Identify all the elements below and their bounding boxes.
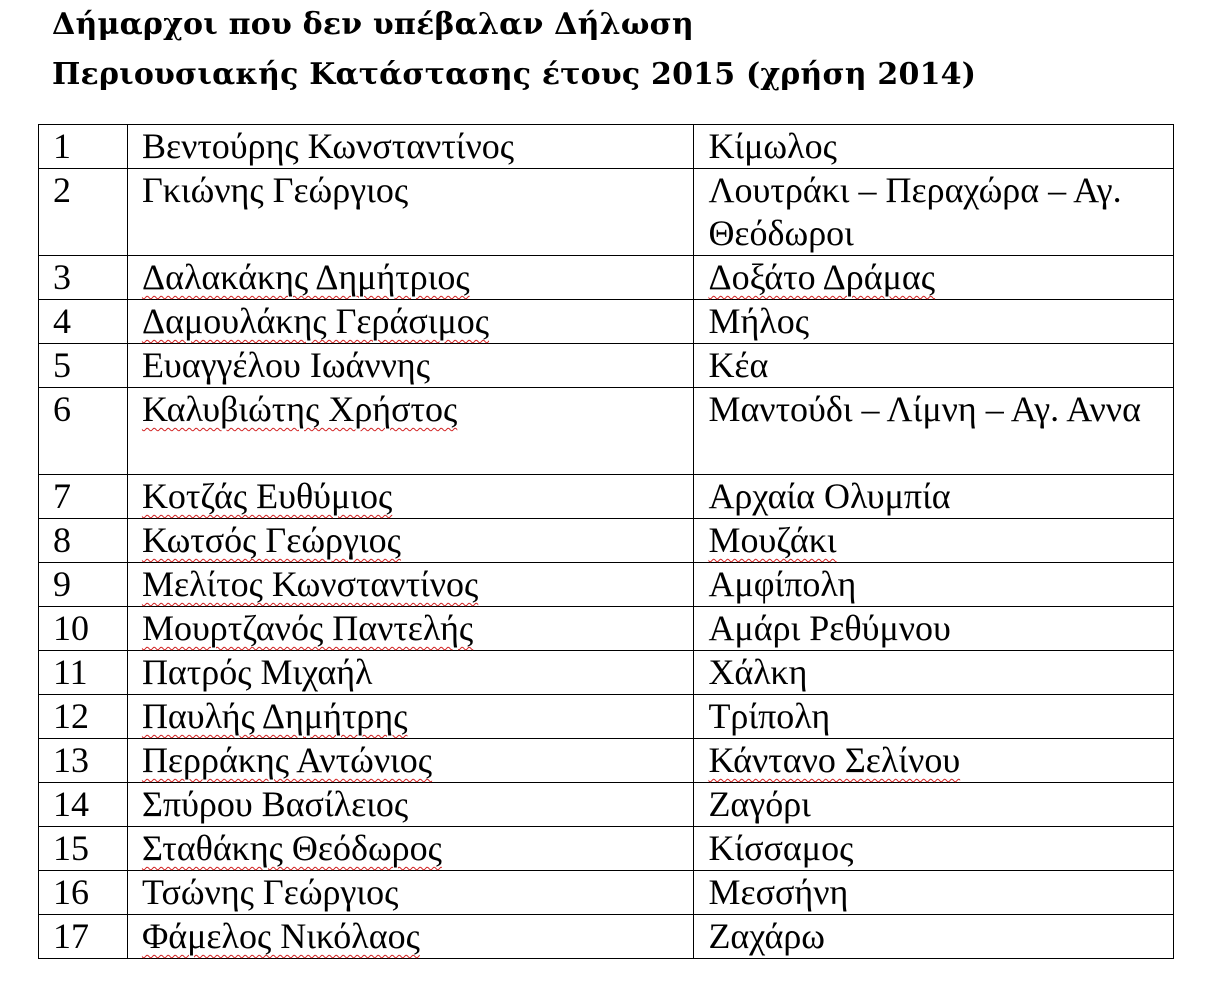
municipality: Χάλκη bbox=[694, 651, 1174, 695]
mayor-name: Φάμελος Νικόλαος bbox=[127, 915, 694, 959]
row-number: 11 bbox=[39, 651, 128, 695]
mayor-name: Δαλακάκης Δημήτριος bbox=[127, 256, 694, 300]
municipality: Μήλος bbox=[694, 300, 1174, 344]
title-line-1: Δήμαρχοι που δεν υπέβαλαν Δήλωση bbox=[52, 7, 694, 42]
table-row bbox=[39, 125, 1174, 169]
municipality: Ζαγόρι bbox=[694, 783, 1174, 827]
row-number: 12 bbox=[39, 695, 128, 739]
municipality: Μαντούδι – Λίμνη – Αγ. Αννα bbox=[694, 388, 1174, 475]
row-number: 8 bbox=[39, 519, 128, 563]
mayor-name: Μουρτζανός Παντελής bbox=[127, 607, 694, 651]
municipality: Δοξάτο Δράμας bbox=[694, 256, 1174, 300]
row-number: 7 bbox=[39, 475, 128, 519]
municipality: Κάντανο Σελίνου bbox=[694, 739, 1174, 783]
table-row bbox=[39, 344, 1174, 388]
municipality: Μουζάκι bbox=[694, 519, 1174, 563]
mayor-name: Τσώνης Γεώργιος bbox=[127, 871, 694, 915]
row-number: 14 bbox=[39, 783, 128, 827]
table-row bbox=[39, 783, 1174, 827]
row-number: 13 bbox=[39, 739, 128, 783]
mayor-name: Γκιώνης Γεώργιος bbox=[127, 169, 694, 256]
row-number: 5 bbox=[39, 344, 128, 388]
mayor-name: Δαμουλάκης Γεράσιμος bbox=[127, 300, 694, 344]
mayor-name: Περράκης Αντώνιος bbox=[127, 739, 694, 783]
title-line-2: Περιουσιακής Κατάστασης έτους 2015 (χρήση 2014) bbox=[52, 57, 977, 92]
table-row bbox=[39, 915, 1174, 959]
row-number: 15 bbox=[39, 827, 128, 871]
table-row bbox=[39, 256, 1174, 300]
row-number: 4 bbox=[39, 300, 128, 344]
document-title bbox=[52, 0, 976, 100]
table-row bbox=[39, 300, 1174, 344]
table-row bbox=[39, 169, 1174, 256]
table-row bbox=[39, 651, 1174, 695]
row-number: 6 bbox=[39, 388, 128, 475]
mayor-name: Σπύρου Βασίλειος bbox=[127, 783, 694, 827]
table-row bbox=[39, 519, 1174, 563]
municipality: Κίσσαμος bbox=[694, 827, 1174, 871]
municipality: Αρχαία Ολυμπία bbox=[694, 475, 1174, 519]
mayors-table-body bbox=[39, 125, 1174, 959]
mayor-name: Βεντούρης Κωνσταντίνος bbox=[127, 125, 694, 169]
mayor-name: Καλυβιώτης Χρήστος bbox=[127, 388, 694, 475]
mayor-name: Κωτσός Γεώργιος bbox=[127, 519, 694, 563]
municipality: Ζαχάρω bbox=[694, 915, 1174, 959]
mayor-name: Κοτζάς Ευθύμιος bbox=[127, 475, 694, 519]
table-row bbox=[39, 607, 1174, 651]
table-row bbox=[39, 827, 1174, 871]
table-row bbox=[39, 695, 1174, 739]
mayors-table bbox=[38, 124, 1174, 959]
mayor-name: Παυλής Δημήτρης bbox=[127, 695, 694, 739]
mayor-name: Ευαγγέλου Ιωάννης bbox=[127, 344, 694, 388]
row-number: 10 bbox=[39, 607, 128, 651]
row-number: 3 bbox=[39, 256, 128, 300]
municipality: Αμφίπολη bbox=[694, 563, 1174, 607]
table-row bbox=[39, 388, 1174, 475]
table-row bbox=[39, 739, 1174, 783]
mayor-name: Σταθάκης Θεόδωρος bbox=[127, 827, 694, 871]
row-number: 2 bbox=[39, 169, 128, 256]
municipality: Τρίπολη bbox=[694, 695, 1174, 739]
table-row bbox=[39, 563, 1174, 607]
row-number: 17 bbox=[39, 915, 128, 959]
municipality: Αμάρι Ρεθύμνου bbox=[694, 607, 1174, 651]
municipality: Κέα bbox=[694, 344, 1174, 388]
table-row bbox=[39, 475, 1174, 519]
mayor-name: Μελίτος Κωνσταντίνος bbox=[127, 563, 694, 607]
municipality: Μεσσήνη bbox=[694, 871, 1174, 915]
table-row bbox=[39, 871, 1174, 915]
municipality: Κίμωλος bbox=[694, 125, 1174, 169]
row-number: 9 bbox=[39, 563, 128, 607]
municipality: Λουτράκι – Περαχώρα – Αγ. Θεόδωροι bbox=[694, 169, 1174, 256]
mayor-name: Πατρός Μιχαήλ bbox=[127, 651, 694, 695]
row-number: 16 bbox=[39, 871, 128, 915]
row-number: 1 bbox=[39, 125, 128, 169]
